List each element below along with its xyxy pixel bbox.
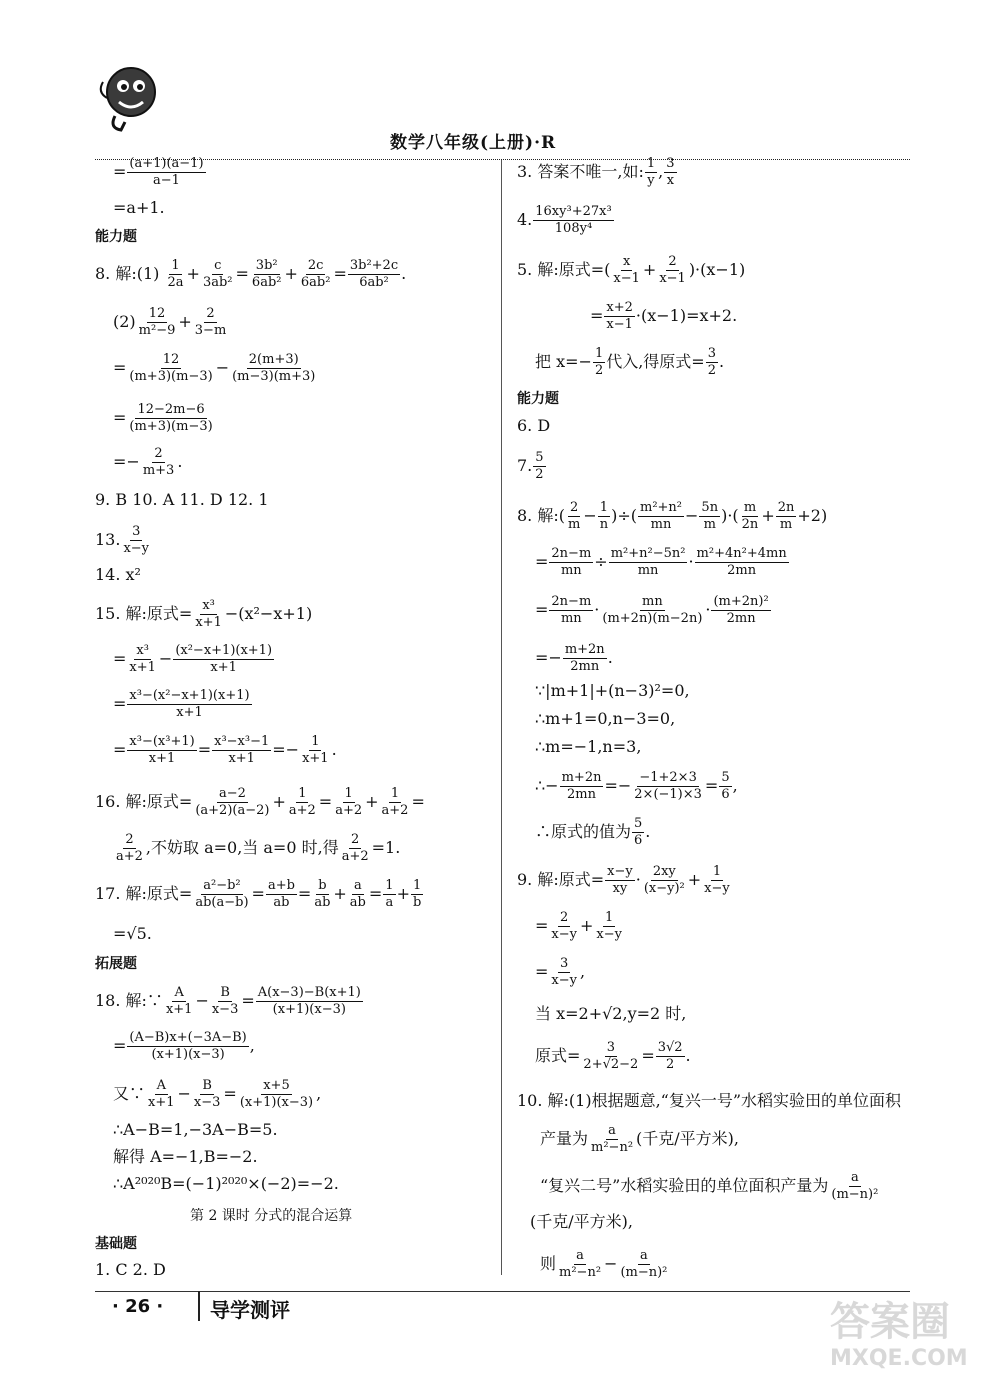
q8-line-3: = $\frac{12}{(m+3)(m-3)}$ − $\frac{2(m+3)}{(m-3)(m+3)}$ [113,352,316,384]
q15-line-2: = $\frac{\text{x³}}{x+1}$ − $\frac{\text{(x²−x+1)(x+1)}}{x+1}$ [113,643,273,675]
q17-line-1: 17. 解:原式= $\frac{\text{a²−b²}}{ab(a-b)}$ = $\frac{a+b}{ab}$ = $\frac{b}{ab}$ + $\frac{a}{ab}$ = $\frac{1}{a}$ + $\frac{1}{b}$ [95,878,422,910]
q16-line-1: 16. 解:原式= $\frac{a-2}{(a+2)(a-2)}$ + $\frac{1}{a+2}$ = $\frac{1}{a+2}$ + $\frac{1}{a+2}$ = [95,786,425,818]
r-q8-line-3: = $\frac{2n-m}{mn}$ · $\frac{mn}{(m+2n)(m-2n)}$ · $\frac{\text{(m+2n)²}}{2mn}$ [535,594,769,626]
brand-label: 导学测评 [210,1298,290,1322]
section-heading-3: 基础题 [95,1236,137,1252]
q8-line-2: (2) $\frac{12}{\text{m²−9}}$ + $\frac{2}{3-m}$ [113,306,227,338]
page-number: · 26 · [112,1296,164,1317]
footer-separator [198,1291,200,1321]
column-divider [501,160,502,1275]
answers-9-12: 9. B 10. A 11. D 12. 1 [95,490,269,509]
r-q9-line-5: 原式= $\frac{3}{2+√2-2}$ = $\frac{3√2}{2}$ . [535,1040,691,1072]
r-q8-line-2: = $\frac{2n-m}{mn}$ ÷ $\frac{\text{m²+n²−5n²}}{mn}$ · $\frac{\text{m²+4n²+4mn}}{2mn}$ [535,546,787,578]
q14: 14. x² [95,565,141,584]
q16-line-2: $\frac{2}{a+2}$ ,不妨取 a=0,当 a=0 时,得 $\frac{2}{a+2}$ =1. [116,832,401,864]
watermark-text: 答案圈 [830,1299,950,1345]
left-line-1: = $\frac{(a+1)(a-1)}{a-1}$ [113,156,204,188]
footer-divider [95,1291,910,1292]
q17-line-2: =√5. [113,924,152,943]
r-q5-line-1: 5. 解:原式=( $\frac{x}{x-1}$ + $\frac{2}{x-1}$ )·(x−1) [517,254,746,286]
q15-line-1: 15. 解:原式= $\frac{\text{x³}}{x+1}$ −(x²−x+1) [95,598,313,630]
left-line-2: =a+1. [113,198,165,217]
section-heading-2: 拓展题 [95,956,137,972]
r-q10-line-2: 产量为 $\frac{a}{\text{m²−n²}}$ (千克/平方米), [540,1123,739,1155]
lesson-title: 第 2 课时 分式的混合运算 [190,1208,353,1224]
r-q5-line-2: = $\frac{x+2}{x-1}$ ·(x−1)=x+2. [590,300,738,332]
q18-line-6: ∴A²⁰²⁰B=(−1)²⁰²⁰×(−2)=−2. [113,1174,339,1193]
q13: 13. $\frac{3}{x-y}$ [95,524,150,556]
r-q8-line-1: 8. 解:( $\frac{2}{m}$ − $\frac{1}{n}$ )÷( $\frac{\text{m²+n²}}{mn}$ − $\frac{5n}{m}$ )·( $\frac{m}{2n}$ + $\frac{2n}{m}$ +2) [517,500,828,532]
r-q8-line-8: ∴− $\frac{m+2n}{2mn}$ =− $\frac{-1+2\times 3}{2\times(-1)\times 3}$ = $\frac{5}{6}$ , [535,770,738,802]
r-q10-line-1: 10. 解:(1)根据题意,“复兴一号”水稻实验田的单位面积 [517,1091,902,1110]
section-heading: 能力题 [95,229,137,245]
r-q10-line-4: (千克/平方米), [530,1212,633,1231]
q18-line-2: = $\frac{(A-B)x+(-3A-B)}{(x+1)(x-3)}$ , [113,1030,255,1062]
q8-line-4: = $\frac{12-2m-6}{(m+3)(m-3)}$ [113,402,213,434]
watermark-logo [830,1298,980,1388]
q15-line-4: = $\frac{\text{x³−(x³+1)}}{x+1}$ = $\frac{\text{x³−x³−1}}{x+1}$ =− $\frac{1}{x+1}$ . [113,734,337,766]
r-q8-line-6: ∴m+1=0,n−3=0, [535,709,676,728]
r-q5-line-3: 把 x=− $\frac{1}{2}$ 代入,得原式= $\frac{3}{2}$ . [535,346,725,378]
r-q10-line-5: 则 $\frac{a}{\text{m²−n²}}$ − $\frac{a}{\text{(m−n)²}}$ [540,1248,668,1280]
header-title: 数学八年级(上册)·R [390,133,557,153]
r-q6: 6. D [517,416,551,435]
r-q8-line-7: ∴m=−1,n=3, [535,737,642,756]
r-q10-line-3: “复兴二号”水稻实验田的单位面积产量为 $\frac{a}{\text{(m−n)²}}$ [540,1170,879,1202]
q18-line-1: 18. 解:∵ $\frac{A}{x+1}$ − $\frac{B}{x-3}$ = $\frac{A(x-3)-B(x+1)}{(x+1)(x-3)}$ [95,985,361,1017]
q18-line-3: 又∵ $\frac{A}{x+1}$ − $\frac{B}{x-3}$ = $\frac{x+5}{(x+1)(x-3)}$ , [113,1078,322,1110]
r-q4: 4. $\frac{\text{16xy³+27x³}}{\text{108y⁴}}$ [517,204,612,236]
header-divider [95,159,910,160]
mascot-logo [95,62,165,134]
r-q9-line-2: = $\frac{2}{x-y}$ + $\frac{1}{x-y}$ [535,910,622,942]
r-q9-line-3: = $\frac{3}{x-y}$ , [535,956,586,988]
r-q9-line-1: 9. 解:原式= $\frac{x-y}{xy}$ · $\frac{2xy}{\text{(x−y)²}}$ + $\frac{1}{x-y}$ [517,864,730,896]
r-q8-line-9: ∴原式的值为 $\frac{5}{6}$ . [535,816,651,848]
r-q9-line-4: 当 x=2+√2,y=2 时, [535,1004,687,1023]
r-q3: 3. 答案不唯一,如: $\frac{1}{y}$ , $\frac{3}{x}$ [517,156,675,188]
q18-line-4: ∴A−B=1,−3A−B=5. [113,1120,278,1139]
r-q8-line-4: =− $\frac{m+2n}{2mn}$ . [535,642,613,674]
watermark-url: MXQE.COM [830,1346,968,1371]
r-section-heading: 能力题 [517,391,559,407]
q8-line-5: =− $\frac{2}{m+3}$ . [113,446,183,478]
r-q8-line-5: ∵|m+1|+(n−3)²=0, [535,681,690,700]
q8-line-1: 8. 解:(1) $\frac{1}{2a}$ + $\frac{c}{\text{3ab²}}$ = $\frac{\text{3b²}}{\text{6ab²}}$ + $\frac{2c}{\text{6ab²}}$ = $\frac{\text{3b²+2c}}{\text{6ab²}}$ . [95,258,407,290]
q18-line-5: 解得 A=−1,B=−2. [113,1147,258,1166]
answers-1-2: 1. C 2. D [95,1260,166,1279]
q15-line-3: = $\frac{\text{x³−(x²−x+1)(x+1)}}{x+1}$ [113,688,250,720]
r-q7: 7. $\frac{5}{2}$ [517,450,544,482]
